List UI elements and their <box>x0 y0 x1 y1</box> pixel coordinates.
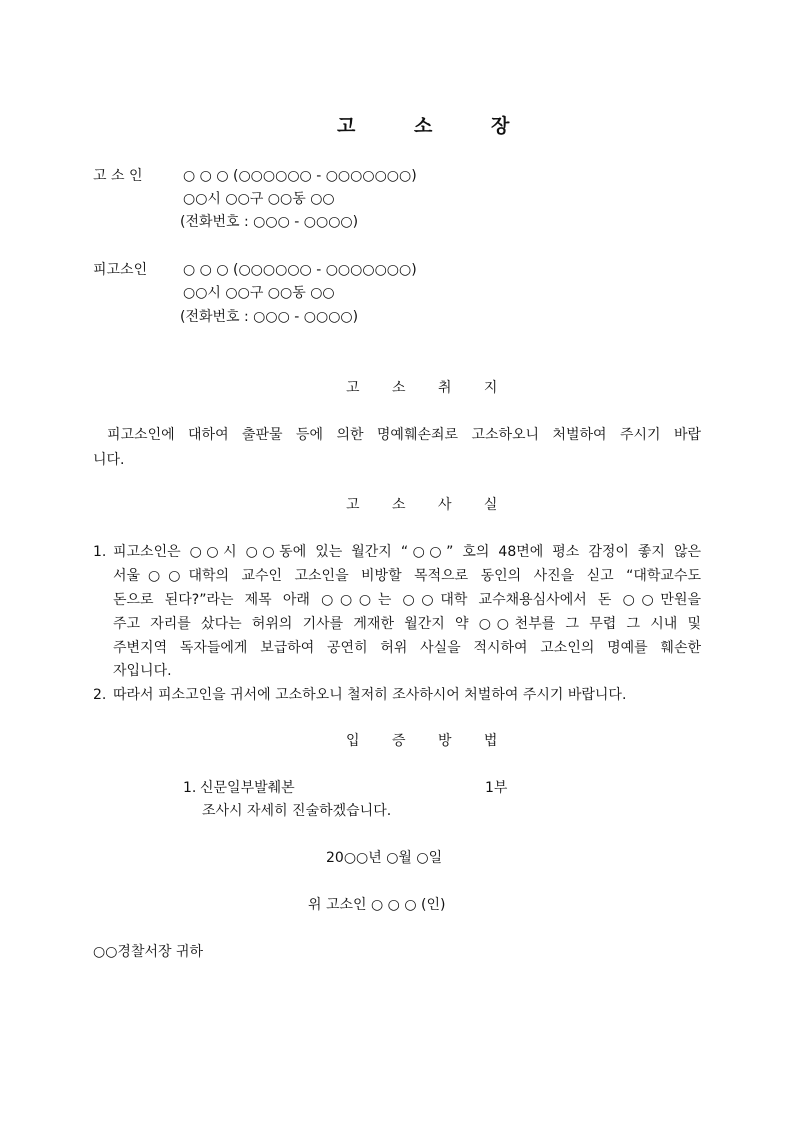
facts-item-1-line-4: 주고 자리를 샀다는 허위의 기사를 게재한 월간지 약 ○○천부를 그 무렵 그 시내 및 <box>113 616 701 632</box>
signature-line: 위 고소인 ○ ○ ○ (인) <box>308 897 446 913</box>
defendant-label: 피고소인 <box>93 262 148 278</box>
facts-item-1-number: 1. <box>93 544 107 560</box>
evidence-heading: 입 증 방 법 <box>346 733 512 749</box>
purpose-line-1: 피고소인에 대하여 출판물 등에 의한 명예훼손죄로 고소하오니 처벌하여 주시기 바랍 <box>107 427 701 443</box>
facts-heading: 고 소 사 실 <box>346 497 512 513</box>
purpose-heading: 고 소 취 지 <box>346 380 512 396</box>
facts-item-1-line-6: 자입니다. <box>113 663 172 679</box>
document-title: 고 소 장 <box>337 115 536 137</box>
facts-item-1-line-5: 주변지역 독자들에게 보급하여 공연히 허위 사실을 적시하여 고소인의 명예를 훼손한 <box>113 640 701 656</box>
complainant-name-line: ○ ○ ○ (○○○○○○ - ○○○○○○○) <box>183 168 417 184</box>
document-date: 20○○년 ○월 ○일 <box>326 850 443 866</box>
complainant-phone: (전화번호 : ○○○ - ○○○○) <box>180 214 359 230</box>
facts-item-1-line-3: 돈으로 된다?”라는 제목 아래 ○○○는 ○○대학 교수채용심사에서 돈 ○○만원을 <box>113 592 701 608</box>
defendant-phone: (전화번호 : ○○○ - ○○○○) <box>180 309 359 325</box>
facts-item-1-line-1: 피고소인은 ○○시 ○○동에 있는 월간지 “○○” 호의 48면에 평소 감정이 좋지 않은 <box>113 544 701 560</box>
evidence-item-number: 1. <box>183 780 197 796</box>
addressee: ○○경찰서장 귀하 <box>93 944 204 960</box>
facts-item-2-number: 2. <box>93 687 107 703</box>
evidence-item-name: 신문일부발췌본 <box>200 780 295 796</box>
evidence-item-qty: 1부 <box>485 780 508 796</box>
facts-item-2-text: 따라서 피소고인을 귀서에 고소하오니 철저히 조사하시어 처벌하여 주시기 바랍니다. <box>113 687 627 703</box>
complainant-label: 고 소 인 <box>93 168 143 184</box>
complainant-address: ○○시 ○○구 ○○동 ○○ <box>183 191 335 207</box>
evidence-note: 조사시 자세히 진술하겠습니다. <box>202 803 392 819</box>
defendant-name-line: ○ ○ ○ (○○○○○○ - ○○○○○○○) <box>183 262 417 278</box>
defendant-address: ○○시 ○○구 ○○동 ○○ <box>183 285 335 301</box>
purpose-line-2: 니다. <box>93 452 125 468</box>
facts-item-1-line-2: 서울○○대학의 교수인 고소인을 비방할 목적으로 동인의 사진을 싣고 “대학교수도 <box>113 568 701 584</box>
